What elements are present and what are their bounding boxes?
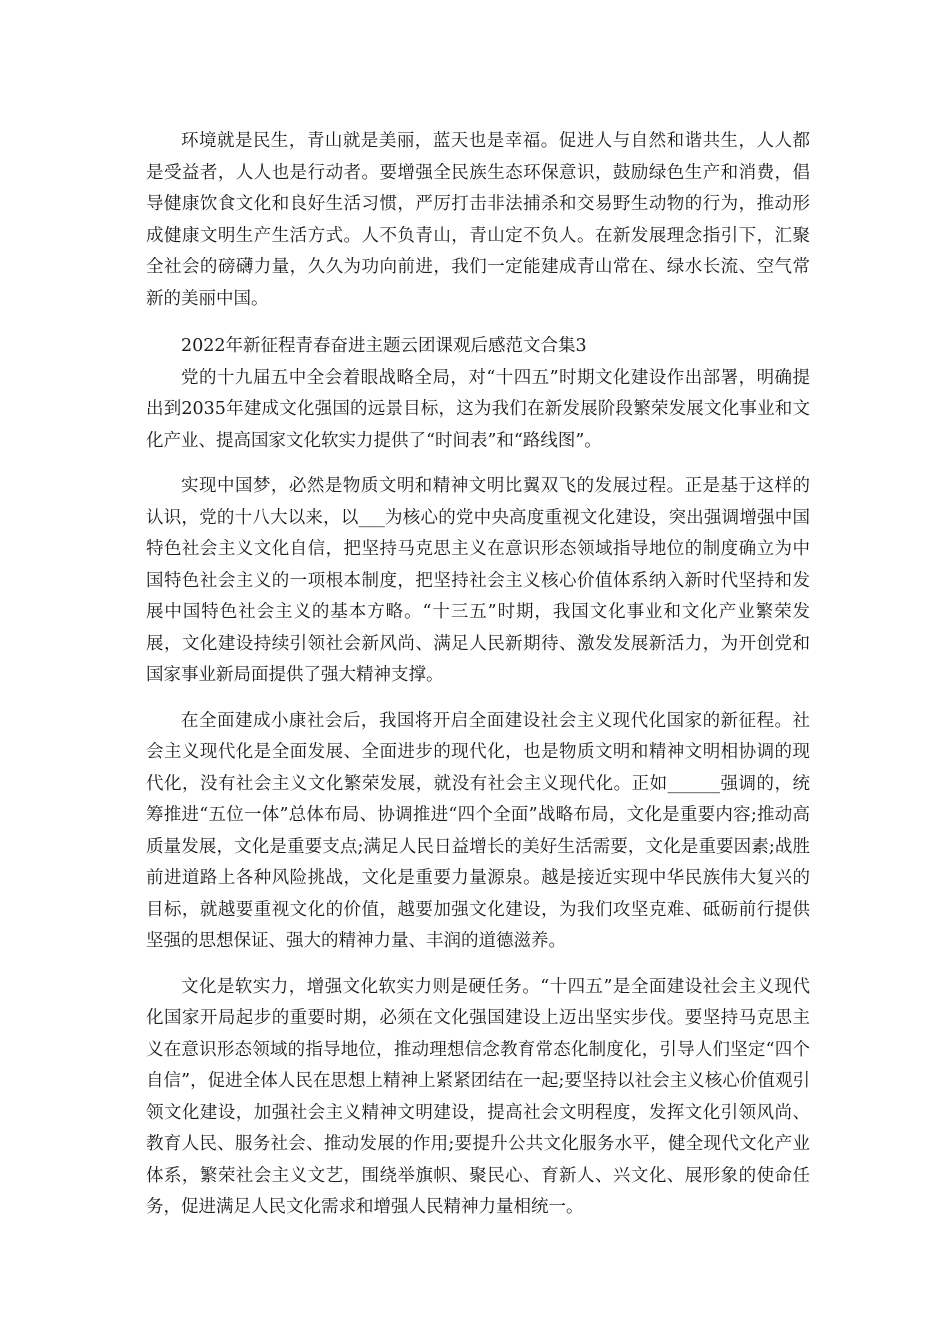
section-heading: 2022年新征程青春奋进主题云团课观后感范文合集3 — [181, 336, 587, 356]
document-body — [146, 126, 810, 1224]
paragraph-chinese-dream: 实现中国梦，必然是物质文明和精神文明比翼双飞的发展过程。正是基于这样的认识，党的十八大以来，以___为核心的党中央高度重视文化建设，突出强调增强中国特色社会主义文化自信，把坚持马克思主义在意识形态领域指导地位的制度确立为中国特色社会主义的一项根本制度，把坚持社会主义核心价值体系纳入新时代坚持和发展中国特色社会主义的基本方略。“十三五”时期，我国文化事业和文化产业繁荣发展，文化建设持续引领社会新风尚、满足人民新期待、激发发展新活力，为开创党和国家事业新局面提供了强大精神支撑。 — [146, 476, 810, 685]
paragraph-ecology: 环境就是民生，青山就是美丽，蓝天也是幸福。促进人与自然和谐共生，人人都是受益者，人人也是行动者。要增强全民族生态环保意识，鼓励绿色生产和消费，倡导健康饮食文化和良好生活习惯，严厉打击非法捕杀和交易野生动物的行为，推动形成健康文明生产生活方式。人不负青山，青山定不负人。在新发展理念指引下，汇聚全社会的磅礴力量，久久为功向前进，我们一定能建成青山常在、绿水长流、空气常新的美丽中国。 — [146, 131, 810, 309]
paragraph-soft-power: 文化是软实力，增强文化软实力则是硬任务。“十四五”是全面建设社会主义现代化国家开局起步的重要时期，必须在文化强国建设上迈出坚实步伐。要坚持马克思主义在意识形态领域的指导地位，推动理想信念教育常态化制度化，引导人们坚定“四个自信”，促进全体人民在思想上精神上紧紧团结在一起;要坚持以社会主义核心价值观引领文化建设，加强社会主义精神文明建设，提高社会文明程度，发挥文化引领风尚、教育人民、服务社会、推动发展的作用;要提升公共文化服务水平，健全现代文化产业体系，繁荣社会主义文艺，围绕举旗帜、聚民心、育新人、兴文化、展形象的使命任务，促进满足人民文化需求和增强人民精神力量相统一。 — [146, 976, 810, 1217]
paragraph-plenary-session: 党的十九届五中全会着眼战略全局，对“十四五”时期文化建设作出部署，明确提出到2035年建成文化强国的远景目标，这为我们在新发展阶段繁荣发展文化事业和文化产业、提高国家文化软实力提供了“时间表”和“路线图”。 — [146, 367, 810, 451]
paragraph-modernization: 在全面建成小康社会后，我国将开启全面建设社会主义现代化国家的新征程。社会主义现代化是全面发展、全面进步的现代化，也是物质文明和精神文明相协调的现代化，没有社会主义文化繁荣发展，就没有社会主义现代化。正如______强调的，统筹推进“五位一体”总体布局、协调推进“四个全面”战略布局，文化是重要内容;推动高质量发展，文化是重要支点;满足人民日益增长的美好生活需要，文化是重要因素;战胜前进道路上各种风险挑战，文化是重要力量源泉。越是接近实现中华民族伟大复兴的目标，就越要重视文化的价值，越要加强文化建设，为我们攻坚克难、砥砺前行提供坚强的思想保证、强大的精神力量、丰润的道德滋养。 — [146, 710, 810, 951]
